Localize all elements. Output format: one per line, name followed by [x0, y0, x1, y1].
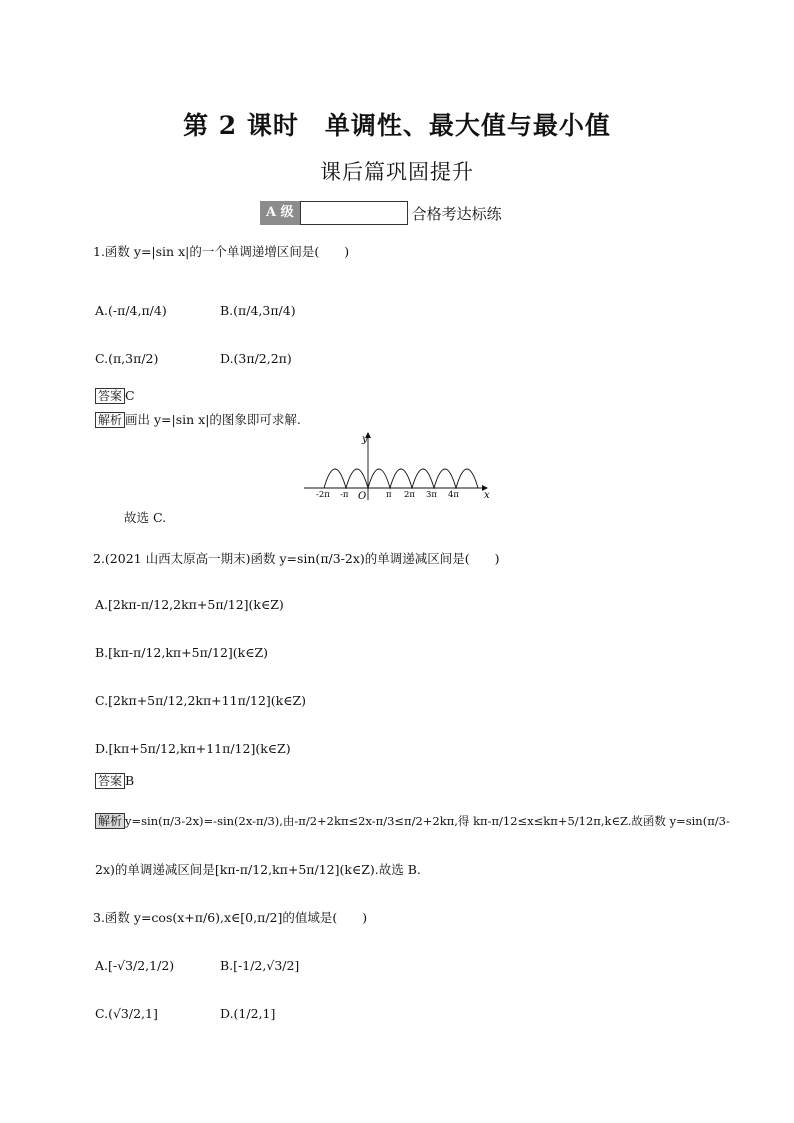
q1-option-c: C.(π,3π/2) — [95, 351, 159, 366]
tick-label: 4π — [448, 490, 459, 500]
answer-tag: 答案 — [95, 773, 125, 789]
tick-label: -π — [340, 490, 349, 500]
q2-option-b: B.[kπ-π/12,kπ+5π/12](k∈Z) — [95, 645, 269, 660]
level-header — [260, 201, 502, 225]
analysis-tag: 解析 — [95, 412, 125, 428]
q1-answer-row — [95, 388, 135, 404]
q1-option-b: B.(π/4,3π/4) — [220, 303, 296, 318]
level-badge: A 级 — [260, 201, 300, 225]
x-axis-label: x — [484, 490, 490, 501]
q1-stem: 1.函数 y=|sin x|的一个单调递增区间是( ) — [93, 244, 350, 259]
level-label: 合格考达标练 — [411, 204, 502, 223]
abs-sin-curve — [324, 469, 478, 488]
q3-option-c: C.(√3/2,1] — [95, 1006, 158, 1021]
page-subtitle: 课后篇巩固提升 — [320, 160, 474, 184]
q1-option-a: A.(-π/4,π/4) — [95, 303, 167, 318]
q2-analysis-line-1: y=sin(π/3-2x)=-sin(2x-π/3),由-π/2+2kπ≤2x-π/3≤π/2+2kπ,得 kπ-π/12≤x≤kπ+5/12π,k∈Z.故函数 y=sin(π/3- — [125, 814, 730, 828]
q2-stem: 2.(2021 山西太原高一期末)函数 y=sin(π/3-2x)的单调递减区间是( ) — [93, 551, 500, 566]
tick-label: 2π — [404, 490, 415, 500]
q2-answer: B — [125, 773, 135, 788]
level-blank-box — [300, 201, 408, 225]
tick-label: -2π — [316, 490, 330, 500]
q2-option-a: A.[2kπ-π/12,2kπ+5π/12](k∈Z) — [95, 597, 284, 612]
q3-stem: 3.函数 y=cos(x+π/6),x∈[0,π/2]的值域是( ) — [93, 910, 368, 925]
y-axis-label: y — [362, 434, 368, 445]
q2-option-d: D.[kπ+5π/12,kπ+11π/12](k∈Z) — [95, 741, 291, 756]
origin-label: O — [358, 491, 367, 502]
q1-analysis-row — [95, 412, 301, 428]
answer-tag: 答案 — [95, 388, 125, 404]
q2-analysis-line-2: 2x)的单调递减区间是[kπ-π/12,kπ+5π/12](k∈Z).故选 B. — [95, 862, 421, 877]
q3-option-b: B.[-1/2,√3/2] — [220, 958, 300, 973]
q2-answer-row — [95, 773, 134, 789]
abs-sin-graph — [300, 430, 500, 502]
q3-option-a: A.[-√3/2,1/2) — [95, 958, 175, 973]
analysis-tag: 解析 — [95, 813, 125, 829]
q1-answer: C — [125, 388, 135, 403]
q2-analysis-row — [95, 813, 730, 829]
q1-analysis: 画出 y=|sin x|的图象即可求解. — [125, 412, 301, 427]
tick-label: π — [386, 490, 392, 500]
q1-option-d: D.(3π/2,2π) — [220, 351, 292, 366]
q2-option-c: C.[2kπ+5π/12,2kπ+11π/12](k∈Z) — [95, 693, 307, 708]
tick-label: 3π — [426, 490, 437, 500]
q3-option-d: D.(1/2,1] — [220, 1006, 276, 1021]
page-title: 第 2 课时 单调性、最大值与最小值 — [183, 111, 611, 140]
q1-conclusion: 故选 C. — [124, 510, 167, 525]
